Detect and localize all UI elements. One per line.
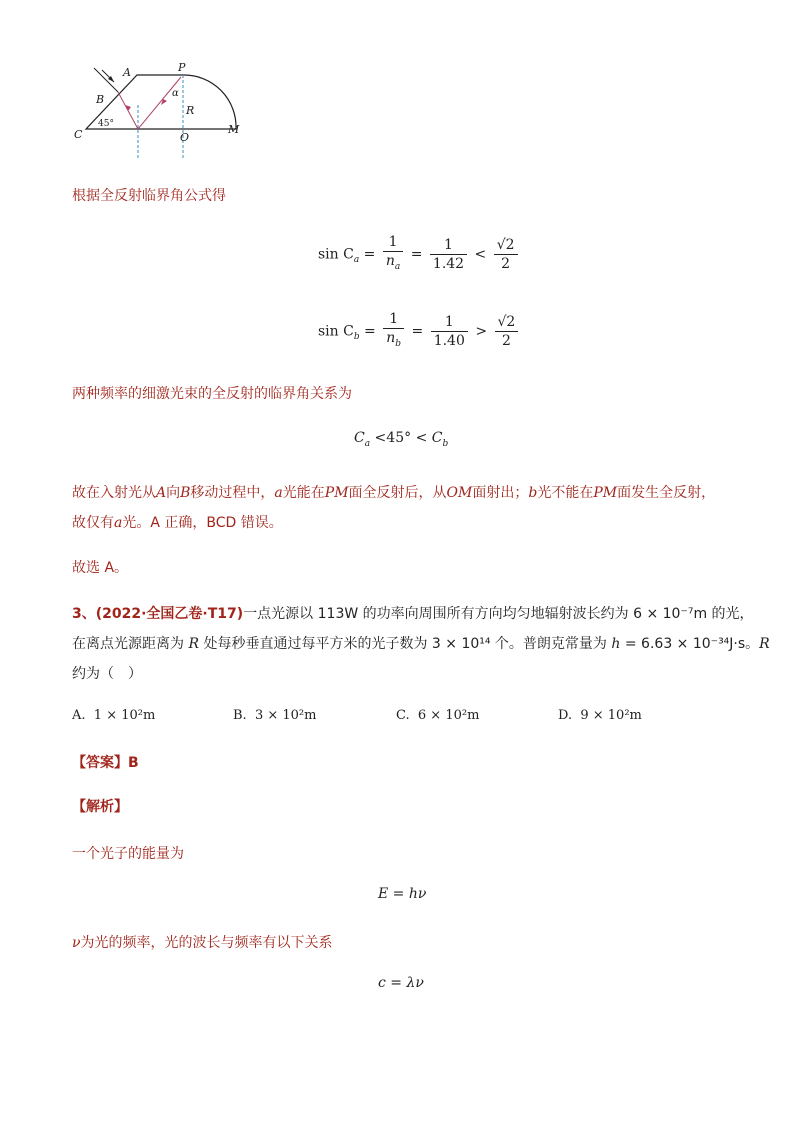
- eq1-f1-den-sub: a: [394, 261, 401, 272]
- question-3-line3: 约为（ ）: [72, 666, 142, 682]
- eq1-sq-num: 2: [505, 236, 515, 253]
- eq3-cb: C: [431, 430, 443, 446]
- p3-a: a: [274, 485, 283, 501]
- eq1-lhs: sin C: [318, 246, 354, 263]
- eq1-f1-num: 1: [383, 233, 403, 252]
- q3-line1: 一点光源以 113W 的功率向周围所有方向均匀地辐射波长约为 6 × 10⁻⁷m 的光，: [243, 606, 754, 622]
- eq2-rel: >: [475, 323, 488, 340]
- eq1-f1-den: n: [385, 253, 395, 269]
- eq2-frac3: $\frac{√2}{2}$: [495, 313, 519, 350]
- nu-symbol: ν: [72, 935, 81, 951]
- label-A: A: [123, 66, 131, 79]
- p3l2-t1: 故仅有: [72, 515, 114, 531]
- text-critical-angle-relation: 两种频率的细激光束的全反射的临界角关系为: [72, 386, 352, 402]
- eq3-ca-sub: a: [364, 438, 371, 449]
- eq2-f2-num: 1: [431, 313, 468, 332]
- p3-B: B: [180, 485, 191, 501]
- p3l2-t2: 光。A 正确，BCD 错误。: [122, 515, 283, 531]
- q3-source: (2022·全国乙卷·T17): [95, 606, 244, 622]
- eq2-sq-den: 2: [501, 332, 511, 349]
- label-C: C: [74, 128, 83, 141]
- answer-line: [72, 752, 139, 772]
- option-c-value: 6 × 10²m: [417, 708, 480, 723]
- eq2-f2-den: 1.40: [433, 332, 465, 349]
- eq2-frac2: [431, 313, 468, 350]
- eq1-f2-den: 1.42: [432, 255, 465, 272]
- eq2-frac1: [383, 310, 404, 353]
- label-45: 45°: [98, 119, 114, 129]
- eq3-lt2: <: [415, 430, 428, 446]
- q3-h: h: [611, 636, 621, 652]
- p3-PM2: PM: [593, 485, 618, 501]
- option-d-value: 9 × 10²m: [580, 708, 642, 723]
- text-conclusion-line1: [72, 482, 715, 502]
- p3-t6: 面射出；: [472, 485, 529, 501]
- p3l2-a: a: [114, 515, 123, 531]
- text-critical-angle-intro: 根据全反射临界角公式得: [72, 188, 226, 204]
- eq2-f1-den-sub: b: [395, 338, 402, 349]
- q3-line2c: = 6.63 × 10⁻³⁴J·s。: [624, 636, 760, 652]
- eq2-f1-den: n: [386, 330, 396, 346]
- eq2-lhs: sin C: [318, 323, 354, 340]
- question-3-line2: [72, 633, 770, 653]
- label-B: B: [96, 93, 105, 106]
- eq1-frac3: $\frac{√2}{2}$: [494, 236, 518, 273]
- eq1-sub: a: [353, 255, 360, 266]
- equation-sin-cb: $\sin C_b$ = $\frac{1}{n_b}$ = $\frac{1}{1.40}$ > $\frac{√2}{2}$: [318, 310, 521, 353]
- option-b[interactable]: [233, 708, 316, 723]
- equation-e-hv: E = hν: [378, 886, 427, 902]
- label-O: O: [180, 131, 190, 144]
- equation-c-lv: c = λν: [378, 975, 424, 991]
- q3-R: R: [188, 636, 199, 652]
- p3-PM: PM: [324, 485, 349, 501]
- option-a[interactable]: [72, 708, 155, 723]
- label-R: R: [186, 104, 195, 117]
- option-c-label: C.: [396, 708, 410, 723]
- text-choose-a: 故选 A。: [72, 560, 129, 576]
- option-d-label: D.: [558, 708, 573, 723]
- eq1-frac2: [430, 236, 467, 273]
- text-photon-energy: 一个光子的能量为: [72, 846, 184, 862]
- p3-t2: 向: [166, 485, 181, 501]
- option-d[interactable]: [558, 708, 642, 723]
- p3-A: A: [156, 485, 167, 501]
- label-P: P: [178, 61, 186, 74]
- eq2-sub: b: [353, 332, 360, 343]
- label-alpha: α: [172, 88, 179, 99]
- p3-t3: 移动过程中，: [190, 485, 275, 501]
- eq2-f1-num: 1: [383, 310, 404, 329]
- eq1-rel: <: [474, 246, 487, 263]
- p3-b: b: [528, 485, 538, 501]
- para6-text: 为光的频率，光的波长与频率有以下关系: [80, 935, 333, 951]
- eq2-sq-num: 2: [506, 313, 516, 330]
- analysis-heading: 【解析】: [72, 799, 128, 815]
- text-frequency-relation: [72, 932, 333, 952]
- p3-t5: 面全反射后，从: [348, 485, 447, 501]
- q3-line2b: 处每秒垂直通过每平方米的光子数为 3 × 10¹⁴ 个。普朗克常量为: [203, 636, 607, 652]
- p3-t1: 故在入射光从: [72, 485, 156, 501]
- label-M: M: [228, 123, 240, 136]
- option-b-value: 3 × 10²m: [254, 708, 317, 723]
- eq3-lt1: <: [374, 430, 387, 446]
- equation-angle-relation: [354, 430, 448, 449]
- answer-tag: 【答案】: [72, 755, 128, 771]
- q3-line2a: 在离点光源距离为: [72, 636, 184, 652]
- eq1-frac1: [383, 233, 403, 276]
- q3-R2: R: [759, 636, 770, 652]
- option-c[interactable]: [396, 708, 479, 723]
- prism-diagram: [68, 60, 258, 160]
- eq1-f2-num: 1: [430, 236, 467, 255]
- eq3-ca: C: [354, 430, 365, 446]
- eq3-angle: 45°: [386, 430, 412, 446]
- option-a-value: 1 × 10²m: [93, 708, 156, 723]
- equation-sin-ca: $\sin C_a$ = $\frac{1}{n_a}$ = $\frac{1}{1.42}$ < $\frac{√2}{2}$: [318, 233, 521, 276]
- text-conclusion-line2: [72, 512, 283, 532]
- option-a-label: A.: [72, 708, 86, 723]
- eq3-cb-sub: b: [442, 438, 449, 449]
- p3-t8: 面发生全反射，: [617, 485, 716, 501]
- q3-number: 3、: [72, 606, 96, 622]
- p3-OM: OM: [446, 485, 473, 501]
- answer-value: B: [128, 755, 139, 771]
- eq1-sq-den: 2: [501, 255, 511, 272]
- p3-t4: 光能在: [282, 485, 325, 501]
- option-b-label: B.: [233, 708, 247, 723]
- question-3-line1: [72, 603, 754, 623]
- p3-t7: 光不能在: [537, 485, 594, 501]
